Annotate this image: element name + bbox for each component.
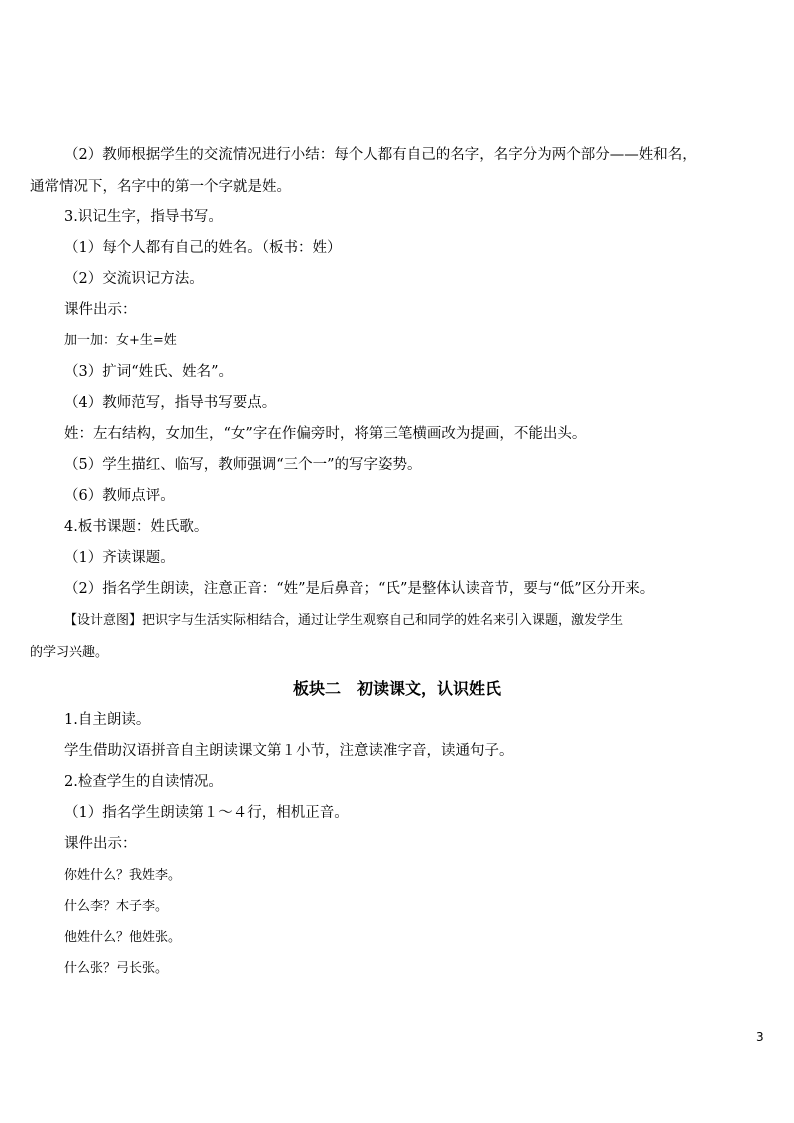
line-2: 通常情况下，名字中的第一个字就是姓。 bbox=[30, 179, 291, 195]
line-13: 4.板书课题：姓氏歌。 bbox=[64, 519, 209, 535]
line-11: （5）学生描红、临写，教师强调“三个一”的写字姿势。 bbox=[64, 457, 422, 473]
design-intent-line-1: 【设计意图】把识字与生活实际相结合，通过让学生观察自己和同学的姓名来引入课题，激发学生 bbox=[64, 613, 624, 628]
line-5: （2）交流识记方法。 bbox=[64, 271, 204, 287]
courseware-line-3: 他姓什么？他姓张。 bbox=[64, 930, 182, 945]
line-10: 姓：左右结构，女加生，“女”字在作偏旁时，将第三笔横画改为提画，不能出头。 bbox=[64, 426, 587, 442]
line-12: （6）教师点评。 bbox=[64, 488, 175, 504]
line-21: （1）指名学生朗读第１～４行，相机正音。 bbox=[64, 805, 349, 821]
line-15: （2）指名学生朗读，注意正音：“姓”是后鼻音；“氏”是整体认读音节，要与“低”区分开来。 bbox=[64, 581, 655, 597]
line-7: 加一加：女+生=姓 bbox=[64, 333, 177, 348]
line-3: 3.识记生字，指导书写。 bbox=[64, 209, 223, 225]
line-14: （1）齐读课题。 bbox=[64, 550, 175, 566]
design-intent-line-2: 的学习兴趣。 bbox=[30, 645, 109, 660]
section-heading: 板块二 初读课文，认识姓氏 bbox=[292, 679, 501, 698]
line-6: 课件出示： bbox=[64, 302, 137, 318]
courseware-line-2: 什么李？木子李。 bbox=[64, 899, 169, 914]
line-20: 2.检查学生的自读情况。 bbox=[64, 774, 223, 790]
line-4: （1）每个人都有自己的姓名。（板书：姓） bbox=[64, 240, 342, 256]
courseware-line-4: 什么张？弓长张。 bbox=[64, 961, 169, 976]
courseware-line-1: 你姓什么？我姓李。 bbox=[64, 868, 182, 883]
line-19: 学生借助汉语拼音自主朗读课文第１小节，注意读准字音，读通句子。 bbox=[64, 743, 514, 759]
line-9: （4）教师范写，指导书写要点。 bbox=[64, 395, 277, 411]
line-8: （3）扩词“姓氏、姓名”。 bbox=[64, 364, 234, 380]
line-1: （2）教师根据学生的交流情况进行小结：每个人都有自己的名字，名字分为两个部分——姓和名， bbox=[64, 147, 697, 163]
line-18: 1.自主朗读。 bbox=[64, 712, 151, 728]
line-22: 课件出示： bbox=[64, 836, 137, 852]
page-number: 3 bbox=[756, 1030, 764, 1044]
